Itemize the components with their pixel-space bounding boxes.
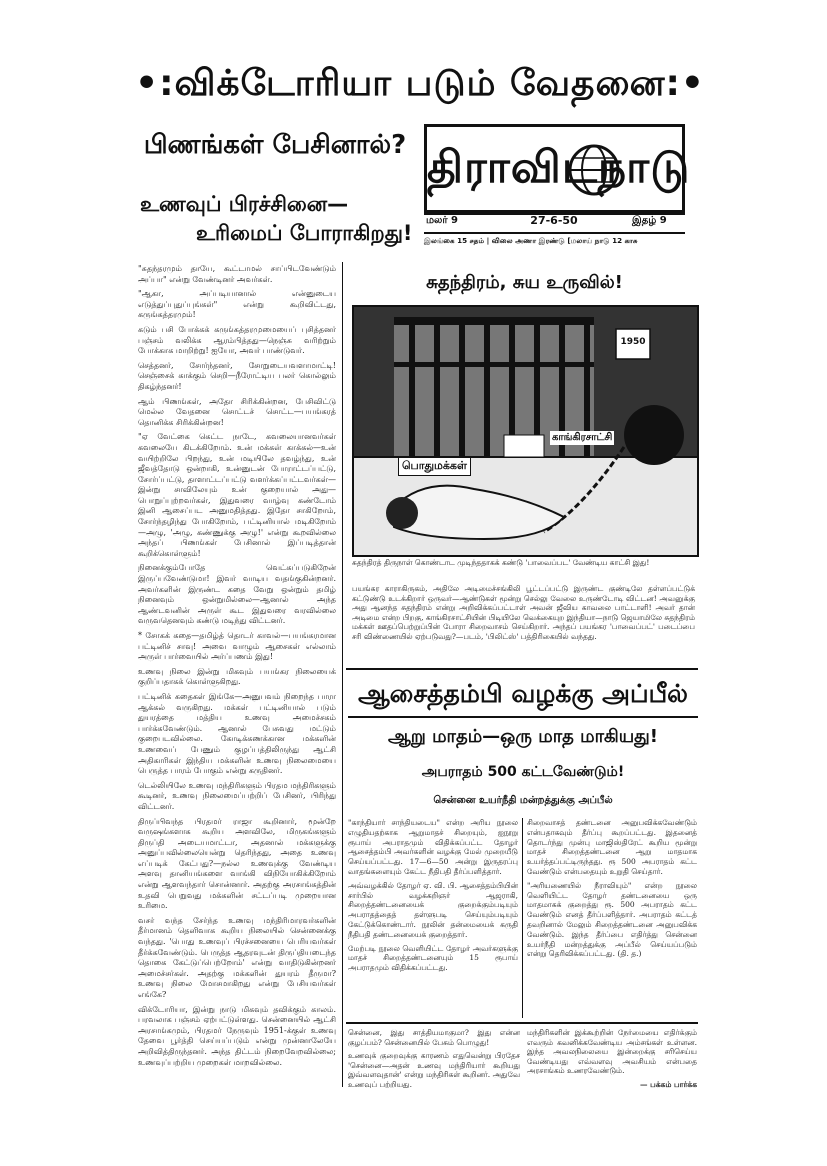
left-headline-food-line2: உரிமைப் போராகிறது! [196, 221, 413, 245]
left-para: வசர் வந்த சேர்ந்த உணவு மந்திரிமாரவர்களின் தீர்மானம் தெளிவாக கூறிய நிலையில் சென்னைக்கு வந்தது. 'பொது உணவுப் பிரச்சனையை பெரியவர்கள் தீர்க்கவேண்டும். பெருத்த ஆதரவுடன் திருப்தியடைந்த தொகை கேட்டுப்பெற்றோம்' என்று வாதிடுகின்றனர் அமைச்சர்கள். அதற்கு மக்களின் துயரம் தீருமா? உணவு நிலை மோசமாகிறது என்று பேசியவர்கள் எங்கே? [138, 915, 336, 999]
left-column-article [138, 264, 336, 1086]
case-subhead-months: ஆறு மாதம்—ஒரு மாத மாகியது! [388, 726, 658, 747]
case-subhead-appeal: சென்னை உயர்நீதி மன்றத்துக்கு அப்பீல் [433, 795, 613, 806]
left-para: விக்டோரியா, இன்று நாடு மிகவும் தவிக்கும் காலம். பரவலாக பஞ்சம் ஏற்பட்டுள்ளது. சென்னையில் ஆட்சி அரசாங்கமும், பிரதமர் நேருவும் 1951-க்குள் உணவு தேவை பூர்த்தி செய்யப்படும் என்று முன்னாலேயே அறிவித்திருந்தனர். அந்த திட்டம் நிறைவேறவில்லை; உணவுப்பற்றிய முறைகள் மாறவில்லை. [138, 1004, 336, 1067]
left-headline-food-line1: உணவுப் பிரச்சினை— [140, 192, 349, 216]
globe-emblem-icon [567, 143, 621, 197]
case-headline-rule [348, 716, 698, 718]
case-para: சிறைவாசத் தண்டனை அனுபவிக்கவேண்டும் என்பதாகவும் தீர்ப்பு கூறப்பட்டது. இதனைத் தொடர்ந்து முன்பு மாஜிஸ்திரேட் கூறிய மூன்று மாதச் சிறைத்தண்டனை ஆறு மாதமாக உயர்த்தப்பட்டிருந்தது. ரூ 500 அபராதம் கட்ட வேண்டும் என்பதையும் உறுதி செய்தார். [527, 818, 697, 876]
cartoon-illustration [352, 305, 699, 557]
masthead-title: திராவிடநாடு [427, 142, 691, 193]
masthead [424, 124, 691, 215]
case-para: "அரியணையில் நீராவியும்" என்ற நூலை வெளியிட்ட தோழர் தண்டனையை ஒரு மாதமாகக் குறைத்து ரூ. 500 அபராதம் கட்ட வேண்டும் எனத் தீர்ப்பளித்தார். அபராதம் கட்டத் தவறினால் மேலும் சிறைத்தண்டனை அனுபவிக்க வேண்டும். இந்த தீர்ப்பை எதிர்த்து சென்னை உயர்நீதி மன்றத்துக்கு அப்பீல் செய்யப்படும் என்று தெரிவிக்கப்பட்டது. (தி. த.) [527, 880, 697, 959]
issue-number: இதழ் 9 [632, 215, 667, 226]
bottom-para: உணவுக் குறைவுக்கு காரணம் எதுவென்று பிரதேச 'சென்னை—அதன் உணவு மந்திரியார் கூறியது இவ்வளவுதான்' என்று மந்திரிகள் கூறினர். அதுவே உணவுப் பற்றியது. [348, 1051, 520, 1088]
left-para: செத்தனர், சோர்ந்தனர், சோறுடையவளாமாட்டி! செஞ்சைக் காக்கும் செறி—நீரோட்டிய பலர் கொல்லும் திகழ்ந்தனர்! [138, 360, 336, 391]
continued-note: — பக்கம் பார்க்க [640, 1079, 697, 1088]
price-line: இலங்கை 15 சதம் | விலை அணா இரண்டு [மலாய் நாடு 12 காசு [424, 236, 638, 245]
left-para: உணவு நிலை இன்று மிகவும் பயங்கர நிலையைக் குறிப்பதாகக் கொள்ளுகிறது. [138, 666, 336, 687]
case-column-separator [522, 818, 523, 1018]
case-para: "காந்தியார் சாந்தியடைய" என்ற அரிய நூலை எழுதியதற்காக ஆறுமாதச் சிறையும், ஐநூறு ரூபாய் அபராதமும் விதிக்கப்பட்ட தோழர் ஆசைத்தம்பி அவர்களின் வழக்கு மேல் முறையீடு செய்யப்பட்டது. 17—6—50 அன்று இருதரப்பு வாதங்களையும் கேட்ட நீதிபதி தீர்ப்பளித்தார். [348, 818, 518, 876]
bottom-para: மந்திரிகளின் இக்கூற்றின் நேர்மையை எதிர்க்கும் எவரும் கவனிக்கவேண்டிய அம்சங்கள் உள்ளன. இந்த அவலநிலையை இன்றைக்கு சரிசெய்ய வேண்டியது எவ்வளவு அவசியம் என்பதை அரசாங்கம் உணரவேண்டும். [527, 1028, 697, 1076]
cartoon-article-para: பயங்கர காராகிருகம், அதிலே அடிமைச்சங்கிலி பூட்டப்பட்டு இருண்ட குண்டிலே தள்ளப்பட்டுக் கட்டுண்டு உடக்கிறார் ஒருவர்—ஆண்டுகள் மூன்று செல்லு வேலை உருண்டோடி விட்டன! அவனுக்கு அது ஆனந்த சுதந்திரம் என்று அறிவிக்கப்பட்டாள் அவன் ஜீவிய காவலை பாட்டாளி! அவர் தான் அடிமை என்ற பிறகு, காங்கிரசாட்சியின் பிடியிலே வெக்கையுற இந்தியா—நாடு ஜெயாமிலே சுதந்திரம் மக்கள் ஊதப்பெற்றுப்பின் போரா சிறைவாசம் செய்கிறார். அந்தப் பயங்கர 'பாவைப்பட்' படைப்பை சரி விண்ணையில் ஏற்படுவது?—படம், 'பிலிட்ஸ்' பத்திரிகையில் வந்தது. [352, 584, 695, 641]
label-people: பொதுமக்கள் [398, 457, 471, 476]
top-banner: •:விக்டோரியா படும் வேதனை:• [135, 63, 705, 104]
left-para: திருப்பிவந்த பிரதமர் ராஜா கூறினார், மூன்றே வருஷங்களாக கூறிய அளவிலே, மிருகங்களும் திருப்தி அடையமாட்டா, அதனால் மக்களுக்கு அனுப்பவில்லையென்று தெரிந்தது, அதை உணவு எப்படிக் கேட்பது?—நல்ல உணவுக்கு வேண்டிய அளவு தானியங்களை வாங்கி விநியோகிக்கிறோம் என்று ஆளவந்தார் சொன்னார். அதற்கு அரசாங்கத்தின் உதவி பெறுவது மக்களின் சட்டப்படி முறையான உரிமை. [138, 816, 336, 911]
divider-rule [346, 668, 698, 670]
volume-label: மலர் 9 [426, 215, 459, 226]
cartoon-caption: சுதந்திரத் திருநாள் கொண்டாட முடிந்ததாகக் கண்டு 'பாவைப்பட' வேண்டிய காட்சி இது! [352, 558, 650, 567]
case-subhead-fine: அபராதம் 500 கட்டவேண்டும்! [421, 764, 625, 780]
left-para: ஆம் பிணங்கள், அதோ சிரிக்கின்றன, பேசிவிட்டு மெல்ல வேதனை சொட்டச் சொட்ட—பயங்கரத் தொனிக்க சிரிக்கின்றன! [138, 396, 336, 427]
bottom-right-text [527, 1028, 697, 1088]
case-para: அவ்வழக்கில் தோழர் ஏ. வி. பி. ஆசைத்தம்பியின் சார்பில் வழக்கறிஞர் ஆஜராகி, சிறைத்தண்டனையைக் குறைக்கும்படியும் அபராதத்தைத் தள்ளுபடி செய்யும்படியும் கேட்டுக்கொண்டார். நூலின் தன்மையைக் கருதி நீதிபதி தண்டனையைக் குறைத்தார். [348, 880, 518, 939]
case-para: மேற்படி நூலை வெளியிட்ட தோழர் அவர்களுக்கு மாதச் சிறைத்தண்டனையும் 15 ரூபாய் அபராதமும் விதிக்கப்பட்டது. [348, 943, 518, 973]
left-para: "சுதந்தரமும் தாயே, கூட்டாமல் சாப்பிடவேண்டும் அப்பா" என்று வேண்டினர் அவர்கள். [138, 264, 336, 284]
bottom-para: சென்னை, இது சாத்தியமாகுமா? இது என்ன குழப்பம்? சென்னையில் பேசும் பொழுது! [348, 1028, 520, 1047]
issue-date: 27-6-50 [530, 214, 578, 227]
left-para: நினைக்கும்போதே வெட்கப்படுகிறேன் இருப்பவேண்டுமா! இவர் வாடிய வதங்குகின்றனர். அவர்களின் இருண்ட கதை வேறு ஒன்றும் தமிழ் நினைவும் ஒன்றுமில்லை—ஆனால் அந்த ஆண்டவனின் அருள் கூட இதுவரை வரவில்லை வருவதெனவும் கண்டு மடிந்து விட்டனர். [138, 563, 336, 626]
left-headline-corpses: பிணங்கள் பேசினால்? [143, 130, 407, 160]
bottom-left-text [348, 1028, 520, 1088]
left-para: * சோகக் கதை—தமிழ்த் தொடர் காவல்—பயங்கரமான பட்டினிச் சாவு! அவை வாழும் ஆசைகள் எல்லாம் அருள் பார்வையில் அர்ப்பணம் இது! [138, 631, 336, 662]
left-para: டெல்லியிலே உணவு மந்திரிகளும் பிரதம மந்திரிகளும் கூடினர், உணவு நிலைமைப்பற்றிப் பேசினர், பிரிந்து விட்டனர். [138, 780, 336, 811]
left-para: "ஆகா, அப்படியானால் என்னுடைய எடுத்துப்புதுப்புங்கள்" என்று கூறிவிட்டது, கருங்கத்தரமும்! [138, 289, 336, 320]
left-para: கடும் பசி போக்கக் கருங்கத்தரமுமையைப் புசித்தனர் பஞ்சம் வலிக்க ஆரம்பித்தது—நெஞ்சு வரிற்றும் போக்காக மாறிற்று! ஐயோ, அவர் பாண்டுவர். [138, 324, 336, 356]
bottom-divider-rule [346, 1022, 698, 1024]
masthead-info-row [424, 210, 685, 234]
case-headline: ஆசைத்தம்பி வழக்கு அப்பீல் [358, 679, 688, 708]
left-para: பட்டினிக் கதைகள் இங்கே—அனுபவம் நிறைந்த பாரா ஆக்கல் வருகிறது. மக்கள் பட்டினியால் படும் துயரத்தை மத்திய உணவு அமைச்சகம் பார்க்கவேண்டும். ஆனால் பேசுவது மட்டும் குறைபடவில்லை. கோடிக்கணக்கான மக்களின் உணவைப் பேணும் குழப்பத்திலிருந்து ஆட்சி அதிகாரிகள் இந்திய மக்களின் உணவு நிலைமையை பெருத்த பாரம் போகும் என்று கருதினர். [138, 691, 336, 776]
year-tag: 1950 [620, 337, 646, 347]
column-separator [342, 262, 343, 1087]
cartoon-article [352, 584, 695, 666]
case-column-1 [348, 818, 518, 1018]
left-para: "ஏ வேட்கை கெட்ட நாடே, கவலையானவர்கள் கவலையே கிடக்கிறோம். உன் மக்கள் காக்கல்—உன் வயிற்றிலே பிறந்து, உன் மடியிலே தவழ்ந்து, உன் ஜீவத்தோடு ஒன்றாகி, உன்னுடன் போராட்டப்பட்டு, சோர்ப்பட்டு, தாளாட்டப்பட்டு வளர்க்கப்பட்டவர்கள்—இன்று சாவிலேயும் உன் குறையால் அது—பொறுப்புற்றவர்கள், இதுவரை வாழ்வு கண்டோம் இனி ஆசைப்பட அனுமதித்தது. இதோ சாகிறோம், சோர்ந்தழிந்து போகிறோம், பட்டினியால் மடிகிறோம்—அழு, 'அழு, கண்ணுக்கு அழு!' என்று கூறவில்லை அந்தப் பிணங்கள் பேசினால் இப்படித்தான் கூறிக்கொள்ளும்! [138, 432, 336, 558]
label-congress: காங்கிரசாட்சி [552, 432, 613, 443]
cartoon-headline: சுதந்திரம், சுய உருவில்! [426, 272, 623, 293]
case-column-2 [527, 818, 697, 1018]
